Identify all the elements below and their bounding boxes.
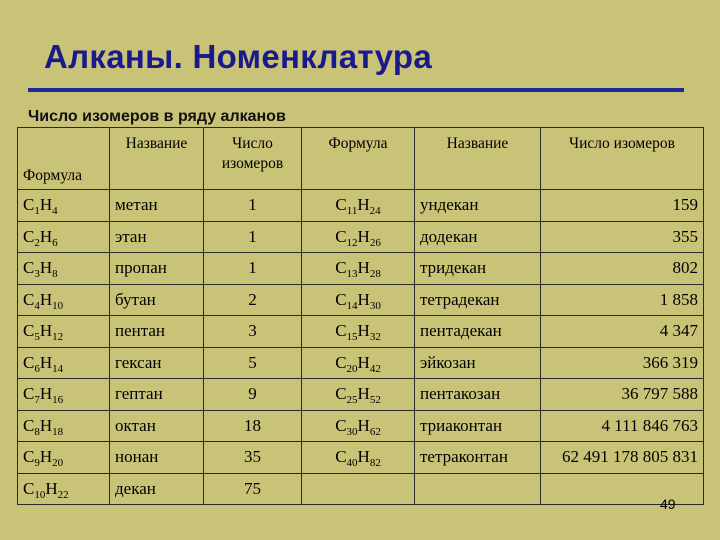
carbon-count: 5	[34, 331, 40, 344]
carbon-count: 2	[34, 236, 40, 249]
formula-cell-2: $C_{14}H_{30}$	[302, 284, 415, 316]
table-row	[18, 316, 704, 348]
table-row	[18, 442, 704, 474]
name-cell-2: додекан	[415, 221, 541, 253]
name-cell-2	[415, 473, 541, 505]
table-row	[18, 221, 704, 253]
carbon-count: 8	[34, 425, 40, 438]
name-cell-2: ундекан	[415, 190, 541, 222]
formula-cell: $C_9H_{20}$	[18, 442, 110, 474]
formula-cell: $C_1H_4$	[18, 190, 110, 222]
name-cell: октан	[110, 410, 204, 442]
header-isomer-count-2: Число изомеров	[541, 128, 704, 190]
carbon-count: 40	[346, 457, 358, 470]
table-caption: Число изомеров в ряду алканов	[28, 108, 286, 125]
name-cell-2: пентакозан	[415, 379, 541, 411]
name-cell: метан	[110, 190, 204, 222]
isomer-count-cell-2: 366 319	[541, 347, 704, 379]
header-isomer-count-line2: изомеров	[221, 155, 284, 172]
carbon-count: 11	[346, 205, 358, 218]
hydrogen-count: 16	[52, 394, 64, 407]
isomer-count-cell-2: 62 491 178 805 831	[541, 442, 704, 474]
formula-cell: $C_2H_6$	[18, 221, 110, 253]
carbon-count: 7	[34, 394, 40, 407]
formula-cell: $C_8H_{18}$	[18, 410, 110, 442]
hydrogen-count: 82	[369, 457, 381, 470]
alkane-isomer-table	[17, 127, 704, 505]
formula-cell: $C_3H_8$	[18, 253, 110, 285]
isomer-count-cell-2: 159	[541, 190, 704, 222]
isomer-count-cell: 1	[204, 253, 302, 285]
hydrogen-count: 10	[52, 299, 64, 312]
carbon-count: 14	[346, 299, 358, 312]
name-cell: бутан	[110, 284, 204, 316]
hydrogen-count: 24	[369, 205, 381, 218]
hydrogen-count: 12	[52, 331, 64, 344]
formula-cell: $C_6H_{14}$	[18, 347, 110, 379]
carbon-count: 1	[34, 205, 40, 218]
header-isomer-count-line1: Число	[232, 135, 273, 152]
isomer-count-cell: 18	[204, 410, 302, 442]
name-cell-2: тетрадекан	[415, 284, 541, 316]
table-row	[18, 347, 704, 379]
isomer-count-cell: 2	[204, 284, 302, 316]
carbon-count: 20	[346, 362, 358, 375]
hydrogen-count: 4	[52, 205, 58, 218]
formula-cell-2: $C_{40}H_{82}$	[302, 442, 415, 474]
table-row	[18, 379, 704, 411]
carbon-count: 25	[346, 394, 358, 407]
isomer-count-cell: 9	[204, 379, 302, 411]
table-row	[18, 284, 704, 316]
isomer-count-cell-2: 36 797 588	[541, 379, 704, 411]
table-row	[18, 190, 704, 222]
hydrogen-count: 20	[52, 457, 64, 470]
name-cell-2: пентадекан	[415, 316, 541, 348]
hydrogen-count: 30	[369, 299, 381, 312]
header-formula: Формула	[18, 128, 110, 190]
isomer-count-cell-2: 1 858	[541, 284, 704, 316]
isomer-count-cell-2: 802	[541, 253, 704, 285]
header-formula-2: Формула	[302, 128, 415, 190]
hydrogen-count: 22	[57, 488, 69, 501]
isomer-count-cell-2: 4 111 846 763	[541, 410, 704, 442]
table-row	[18, 473, 704, 505]
header-isomer-count	[204, 128, 302, 190]
hydrogen-count: 32	[369, 331, 381, 344]
carbon-count: 9	[34, 457, 40, 470]
hydrogen-count: 42	[369, 362, 381, 375]
name-cell-2: тридекан	[415, 253, 541, 285]
hydrogen-count: 8	[52, 268, 58, 281]
name-cell: пентан	[110, 316, 204, 348]
name-cell: нонан	[110, 442, 204, 474]
formula-cell-2: $C_{13}H_{28}$	[302, 253, 415, 285]
isomer-count-cell: 35	[204, 442, 302, 474]
hydrogen-count: 52	[369, 394, 381, 407]
carbon-count: 13	[346, 268, 358, 281]
formula-cell: $C_4H_{10}$	[18, 284, 110, 316]
carbon-count: 10	[34, 488, 46, 501]
hydrogen-count: 62	[369, 425, 381, 438]
name-cell-2: триаконтан	[415, 410, 541, 442]
formula-cell-2	[302, 473, 415, 505]
isomer-count-cell: 5	[204, 347, 302, 379]
isomer-count-cell: 75	[204, 473, 302, 505]
isomer-count-cell: 1	[204, 221, 302, 253]
formula-cell-2: $C_{20}H_{42}$	[302, 347, 415, 379]
formula-cell-2: $C_{12}H_{26}$	[302, 221, 415, 253]
isomer-count-cell-2	[541, 473, 704, 505]
title-underline	[28, 88, 684, 92]
table-row	[18, 253, 704, 285]
carbon-count: 30	[346, 425, 358, 438]
formula-cell: $C_{10}H_{22}$	[18, 473, 110, 505]
name-cell: декан	[110, 473, 204, 505]
carbon-count: 15	[346, 331, 358, 344]
carbon-count: 6	[34, 362, 40, 375]
table-row	[18, 410, 704, 442]
hydrogen-count: 26	[369, 236, 381, 249]
formula-cell: $C_7H_{16}$	[18, 379, 110, 411]
formula-cell-2: $C_{25}H_{52}$	[302, 379, 415, 411]
table-header-row	[18, 128, 704, 190]
isomer-count-cell: 1	[204, 190, 302, 222]
formula-cell-2: $C_{30}H_{62}$	[302, 410, 415, 442]
hydrogen-count: 18	[52, 425, 64, 438]
name-cell-2: тетраконтан	[415, 442, 541, 474]
page-title: Алканы. Номенклатура	[44, 38, 433, 75]
formula-cell-2: $C_{15}H_{32}$	[302, 316, 415, 348]
hydrogen-count: 28	[369, 268, 381, 281]
carbon-count: 4	[34, 299, 40, 312]
name-cell-2: эйкозан	[415, 347, 541, 379]
page-number: 49	[660, 496, 676, 512]
formula-cell-2: $C_{11}H_{24}$	[302, 190, 415, 222]
name-cell: гептан	[110, 379, 204, 411]
isomer-count-cell-2: 355	[541, 221, 704, 253]
header-name: Название	[110, 128, 204, 190]
name-cell: пропан	[110, 253, 204, 285]
header-name-2: Название	[415, 128, 541, 190]
formula-cell: $C_5H_{12}$	[18, 316, 110, 348]
isomer-count-cell: 3	[204, 316, 302, 348]
hydrogen-count: 14	[52, 362, 64, 375]
isomer-count-cell-2: 4 347	[541, 316, 704, 348]
carbon-count: 12	[346, 236, 358, 249]
name-cell: этан	[110, 221, 204, 253]
carbon-count: 3	[34, 268, 40, 281]
name-cell: гексан	[110, 347, 204, 379]
hydrogen-count: 6	[52, 236, 58, 249]
